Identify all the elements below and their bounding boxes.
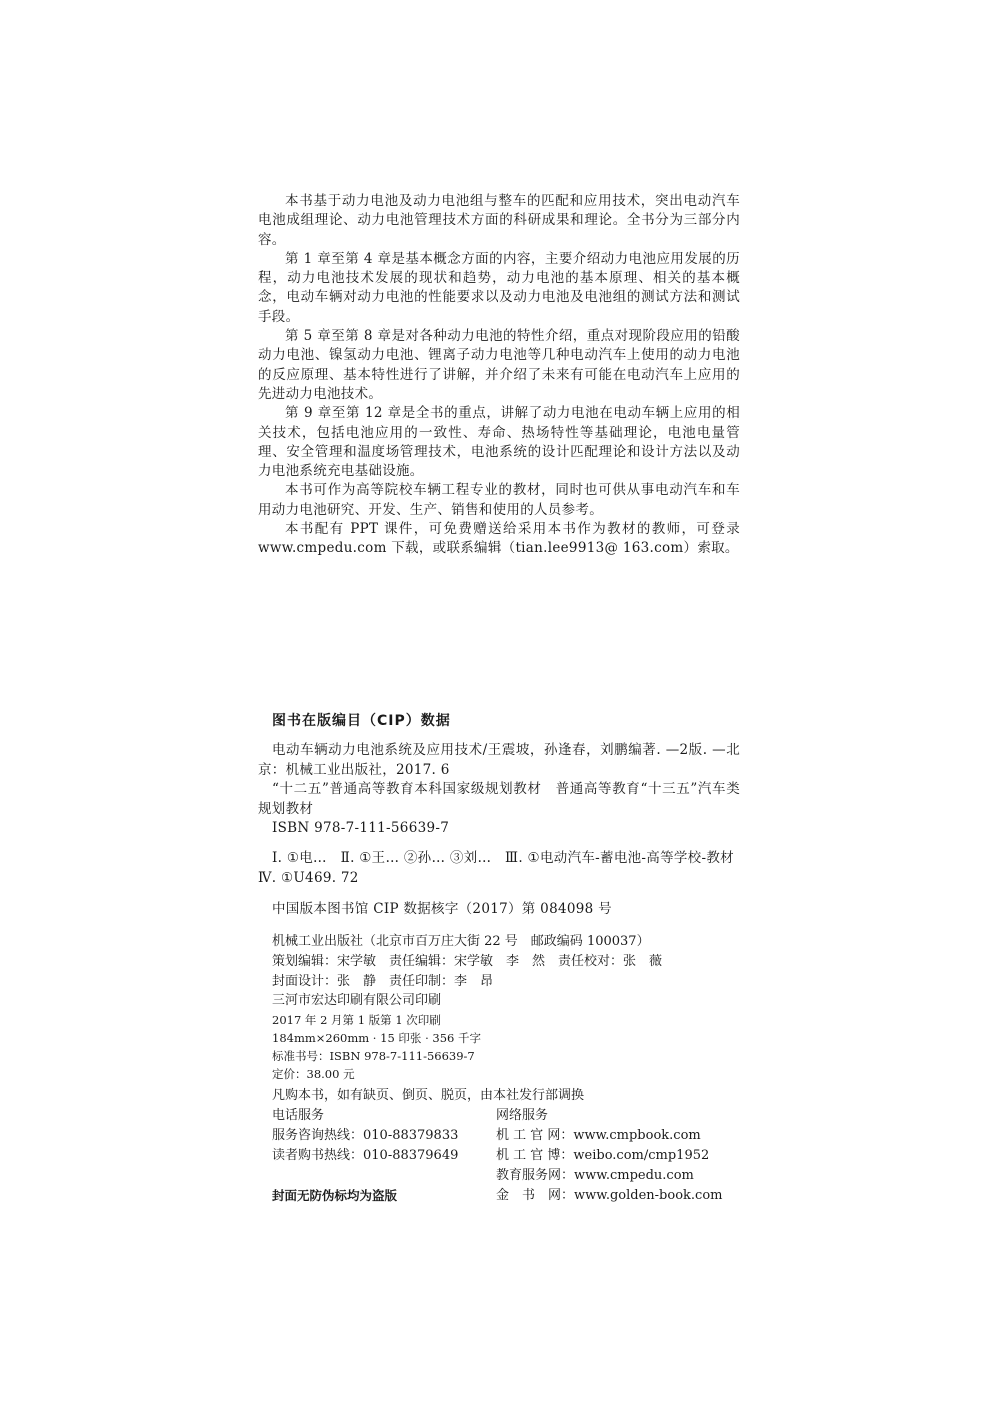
reader-service: [272, 1086, 742, 1206]
anticounterfeit-notice: 封面无防伪标均为盗版: [272, 1188, 398, 1203]
replacement-notice: 凡购本书，如有缺页、倒页、脱页，由本社发行部调换: [272, 1088, 585, 1103]
cip-classification-line: Ⅰ. ①电… Ⅱ. ①王… ②孙… ③刘… Ⅲ. ①电动汽车-蓄电池-高等学校-教材 Ⅳ. ①U469. 72: [258, 850, 748, 886]
intro-paragraph: 本书配有 PPT 课件，可免费赠送给采用本书作为教材的教师，可登录www.cmpedu.com 下载，或联系编辑（tian.lee9913@ 163.com）索取。: [258, 521, 740, 557]
intro-paragraph: 第 1 章至第 4 章是基本概念方面的内容，主要介绍动力电池应用发展的历程，动力电池技术发展的现状和趋势，动力电池的基本原理、相关的基本概念，电动车辆对动力电池的性能要求以及动力电池及电池组的测试方法和测试手段。: [258, 250, 740, 325]
official-weibo: 机 工 官 博：weibo.com/cmp1952: [496, 1148, 710, 1163]
publisher-info: [272, 932, 742, 1083]
intro-paragraph: 本书可作为高等院校车辆工程专业的教材，同时也可供从事电动汽车和车用动力电池研究、开发、生产、销售和使用的人员参考。: [258, 482, 740, 518]
price: 定价：38.00 元: [272, 1067, 355, 1082]
phone-service-heading: 电话服务: [272, 1108, 325, 1123]
education-service-website: 教育服务网：www.cmpedu.com: [496, 1168, 694, 1183]
service-hotline: 服务咨询热线：010-88379833: [272, 1128, 459, 1143]
edition-info: 2017 年 2 月第 1 版第 1 次印刷: [272, 1013, 441, 1028]
cip-isbn: ISBN 978-7-111-56639-7: [272, 820, 450, 836]
publisher-address: 机械工业出版社（北京市百万庄大街 22 号 邮政编码 100037）: [272, 934, 650, 949]
intro-paragraph: 本书基于动力电池及动力电池组与整车的匹配和应用技术，突出电动汽车电池成组理论、动力电池管理技术方面的科研成果和理论。全书分为三部分内容。: [258, 193, 740, 248]
cip-number: 中国版本图书馆 CIP 数据核字（2017）第 084098 号: [272, 901, 612, 917]
cip-classification: [258, 849, 748, 888]
standard-book-number: 标准书号：ISBN 978-7-111-56639-7: [272, 1049, 475, 1064]
cip-title: 图书在版编目（CIP）数据: [272, 713, 451, 729]
cip-series-line: “十二五”普通高等教育本科国家级规划教材 普通高等教育“十三五”汽车类规划教材: [258, 781, 740, 817]
web-service-heading: 网络服务: [496, 1108, 549, 1123]
printer: 三河市宏达印刷有限公司印刷: [272, 993, 442, 1009]
format-info: 184mm×260mm · 15 印张 · 356 千字: [272, 1031, 481, 1046]
cip-record: [258, 741, 740, 839]
cover-print-credits: 封面设计：张 静 责任印制：李 昂: [272, 973, 494, 989]
official-website: 机 工 官 网：www.cmpbook.com: [496, 1128, 701, 1143]
intro-paragraph: 第 9 章至第 12 章是全书的重点，讲解了动力电池在电动车辆上应用的相关技术，包括电池应用的一致性、寿命、热场特性等基础理论，电池电量管理、安全管理和温度场管理技术，电池系统的设计匹配理论和设计方法以及动力电池系统充电基础设施。: [258, 405, 740, 480]
cip-bibliographic-line: 电动车辆动力电池系统及应用技术/王震坡，孙逢春，刘鹏编著. —2版. —北京：机械工业出版社，2017. 6: [258, 742, 740, 778]
intro-paragraph: 第 5 章至第 8 章是对各种动力电池的特性介绍，重点对现阶段应用的铅酸动力电池、镍氢动力电池、锂离子动力电池等几种电动汽车上使用的动力电池的反应原理、基本特性进行了讲解，并介绍了未来有可能在电动汽车上应用的先进动力电池技术。: [258, 328, 740, 402]
book-introduction: [258, 192, 740, 559]
editor-credits: 策划编辑：宋学敏 责任编辑：宋学敏 李 然 责任校对：张 薇: [272, 953, 663, 969]
golden-book-website: 金 书 网：www.golden-book.com: [496, 1188, 723, 1203]
purchase-hotline: 读者购书热线：010-88379649: [272, 1148, 459, 1163]
